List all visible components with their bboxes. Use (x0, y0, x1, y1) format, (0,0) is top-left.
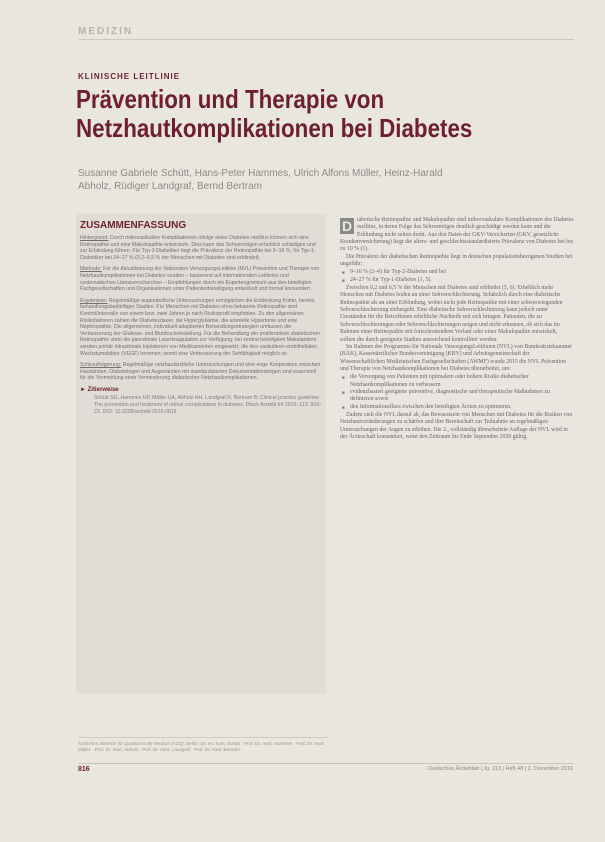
summary-heading: ZUSAMMENFASSUNG (80, 220, 187, 231)
summary-background: Hintergrund: Durch mikrovaskuläre Komplikationen infolge eines Diabetes mellitus können sich eine Retinopathie und eine Makulopathie entwickeln. Dies kann das Sehvermögen erheblich schädigen und zur Erblindung führen. Für Typ-2-Diabetiker liegt die Prävalenz der Retinopathie bei 9–16 %, für Typ-1-Diabetiker bei 24–27 % (0,2–6,5 % der Menschen mit Diabetes sind erblindet). (80, 235, 316, 261)
footer-rule (78, 763, 574, 764)
goals-list (340, 374, 574, 411)
list-item: ■ den Informationsfluss zwischen den beteiligten Ärzten zu optimieren. (350, 404, 574, 411)
body-paragraph-5: Zudem zielt die NVL darauf ab, das Bewusstsein von Menschen mit Diabetes für die Risiken von Netzhautveränderungen zu schärfen und ihre Bereitschaft zur Teilnahme an regelmäßigen Untersuchungen der Augen zu erhöhen. Die 2., vollständig überarbeitete Auflage der NVL wird in der Ärzteschaft konsentiert, weist den Zeitraum bis Ende September 2020 gültig. (340, 411, 573, 440)
body-paragraph-2: Die Prävalenz der diabetischen Retinopathie liegt in deutschen populationsbezogenen Studien bei ungefähr: (340, 253, 573, 268)
body-column (340, 217, 574, 441)
body-paragraph-4: Im Rahmen des Programms für Nationale VersorgungsLeitlinien (NVL) von Bundesärztekammer (BÄK), Kassenärztlicher Bundesvereinigung (KBV) und Arbeitsgemeinschaft der Wissenschaftlichen Medizinischen Fachgesellschaften (AWMF) wurde 2015 die NVL Prävention und Therapie von Netzhautkomplikationen bei Diabetes überarbeitet, um: (340, 343, 572, 372)
article-kicker: KLINISCHE LEITLINIE (78, 72, 181, 81)
citation-heading: ► Zitierweise (80, 386, 119, 393)
prevalence-list (340, 269, 574, 284)
header-rule (78, 39, 574, 40)
list-item: ■ evidenzbasiert geeignete präventive, diagnostische und therapeutische Maßnahmen zu definieren sowie (350, 389, 574, 404)
body-paragraph-1: D iabetische Retinopathie und Makulopathie sind mikrovaskuläre Komplikationen des Diabetes mellitus, in deren Folge das Sehvermögen deutlich geschädigt werden kann und die Erblindung nicht selten droht. Aus den Daten der GKV-Versicherten (GKV, gesetzliche Krankenversicherung) liegt die alters- und geschlechtsstandardisierte Prävalenz von Diabetes bei bis zu 10 % (1). (340, 217, 574, 253)
summary-conclusion: Schlussfolgerung: Regelmäßige netzhautärztliche Untersuchungen und eine enge Kooperation zwischen Hausärzten, Diabetologen und Augenärzten mit standardisierten Dokumentationsbögen sind essenziell für die Vermeidung einer Verminderung diabetischer Netzhautkomplikationen. (80, 362, 321, 382)
list-item: ■ 9–16 % (2–4) für Typ-2-Diabetes und bei (350, 269, 574, 276)
drop-cap: D (341, 218, 353, 234)
list-item: ■ 24–27 % für Typ-1-Diabetes (1, 5). (350, 277, 574, 284)
footnote-rule (78, 737, 328, 738)
author-affiliations: Ärztliches Zentrum für Qualität in der Medizin (ÄZQ), Berlin: Dr. rer. hum. Schütt · Prof. Dr. med. Hammes · Prof. Dr. med. Müller · Prof. Dr. med. Abholz · Prof. Dr. med. Landgraf · Prof. Dr. med. Bertram (78, 741, 325, 752)
article-authors: Susanne Gabriele Schütt, Hans-Peter Hammes, Ulrich Alfons Müller, Heinz-Harald Abholz, Rüdiger Landgraf, Bernd Bertram (78, 168, 443, 192)
article-title: Prävention und Therapie von Netzhautkomplikationen bei Diabetes (76, 84, 473, 143)
summary-body (80, 235, 322, 415)
page-number: 816 (78, 766, 90, 773)
list-item: ■ die Versorgung von Patienten mit optimalem oder hohem Risiko diabetischer Netzhautkomplikationen zu verbessern (350, 374, 574, 389)
journal-footer: Deutsches Ärzteblatt | Jg. 113 | Heft 48 | 2. Dezember 2016 (428, 766, 573, 772)
body-paragraph-3: Zwischen 0,2 und 6,5 % der Menschen mit Diabetes sind erblindet (5, 6). Erheblich mehr Menschen mit Diabetes leiden an einer Sehverschlechterung. Schätzlich durch eine diabetische Retinopathie als an einer Erblindung, wobei nicht jede Retinopathie mit einer schwerwiegenden Sehverschlechterung einhergeht. Eine diabetische Sehverschlechterung kann jedoch unter Umständen für die Betroffenen erhebliche Nachteile mit sich bringen. Patienten, die zu Sehverschlechterungen oder Sehverschlechterungen neigen und nicht erkennen, ob sich das im Rahmen einer Retinopathie mit fortschreitendem Verlauf oder einer Makulopathie entwickelt, sollten die durch geeignete Stadien ausreichend kontrolliert werden. (340, 285, 563, 343)
citation-text: Schütt SG, Hammes HP, Müller UA, Abholz HH, Landgraf R, Bertram B: Clinical practice guideline: The prevention and treatment of retinal complications in diabetes. Dtsch Arztebl Int 2016; 113: 816–23. DOI: 10.3238/arztebl.2016.0816 (94, 395, 323, 415)
summary-method: Methode: Für die Aktualisierung der Nationalen VersorgungsLeitlinie (NVL) Prävention und Therapie von Netzhautkomplikationen bei Diabetes wurden – basierend auf internationalen Leitlinien und systematischen Literaturrecherchen – Empfehlungen durch ein Expertengremium aus den beteiligten Fachgesellschaften und Organisationen unter Patientenbeteiligung entwickelt und formal konsentiert. (80, 266, 320, 293)
summary-results: Ergebnisse: Regelmäßige augenärztliche Untersuchungen ermöglichen die Entdeckung früher, bereits behandlungsbedürftiger Stadien. Für Menschen mit Diabetes ohne bekannte Retinopathie sind Kontrollintervalle von einem bzw. zwei Jahren je nach Risikoprofil empfohlen. Zu den allgemeinen Risikofaktoren zählen die Diabetesdauer, die Hyperglykämie, die arterielle Hypertonie und eine Nephropathie. Die allgemeinen, individuell adaptierten Behandlungsstrategien umfassen die Verbesserung der Glukose- und Blutdruckeinstellung. Für die Behandlung der proliferativen diabetischen Retinopathie steht die panretinale Laserkoagulation zur Verfügung; bei zentral beteiligtem Makulaödem werden primär intravitreale Injektionen von Medikamenten eingesetzt, die den vaskulären endothelialen Wachstumsfaktor (VEGF) hemmen, womit eine Verbesserung der Sehfähigkeit möglich ist. (80, 297, 320, 357)
section-label: MEDIZIN (78, 26, 134, 37)
